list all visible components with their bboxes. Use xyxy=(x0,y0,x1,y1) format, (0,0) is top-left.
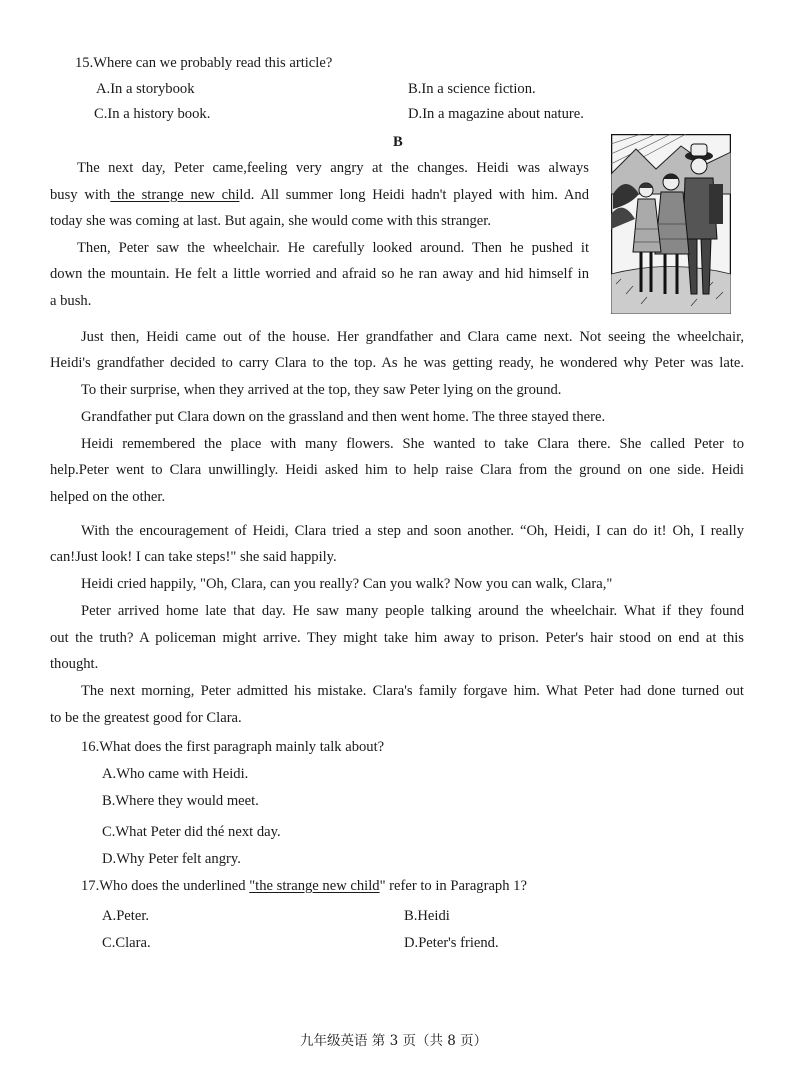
q16-option-d: D.Why Peter felt angry. xyxy=(102,851,241,867)
text-run: The next morning, Peter admitted his mistake. Clara's family forgave him. What Peter had done turned out xyxy=(81,683,744,699)
q17-question xyxy=(81,878,527,895)
paragraph-1-line-1: The next day, Peter came,feeling very angry at the changes. Heidi was always xyxy=(77,160,589,176)
paragraph-2-line-1: Then, Peter saw the wheelchair. He carefully looked around. Then he pushed it xyxy=(77,240,589,256)
paragraph-4: To their surprise, when they arrived at the top, they saw Peter lying on the ground. xyxy=(81,382,562,398)
q16-option-c: C.What Peter did thé next day. xyxy=(102,824,281,840)
text-run: busy with xyxy=(50,187,111,203)
q16-option-b: B.Where they would meet. xyxy=(102,793,259,809)
paragraph-8: Heidi cried happily, "Oh, Clara, can you really? Can you walk? Now you can walk, Clara," xyxy=(81,576,613,592)
paragraph-9-line-3: thought. xyxy=(50,656,99,672)
q17-option-b: B.Heidi xyxy=(404,908,450,924)
page-footer: 九年级英语 第 3 页（共 8 页） xyxy=(300,1033,488,1049)
q17-option-c: C.Clara. xyxy=(102,935,151,951)
underlined-phrase: "the strange new child xyxy=(249,878,380,894)
paragraph-1-line-2 xyxy=(50,187,589,204)
story-illustration xyxy=(611,134,731,314)
q16-option-a: A.Who came with Heidi. xyxy=(102,766,249,782)
text-run: " refer to in Paragraph 1? xyxy=(379,878,527,894)
paragraph-6-line-2: help.Peter went to Clara unwillingly. Heidi asked him to help raise Clara from the ground on one side. Heidi xyxy=(50,462,744,478)
paragraph-1-line-3: today she was coming at last. But again, she would come with this stranger. xyxy=(50,213,491,229)
paragraph-9-line-1 xyxy=(50,603,744,620)
text-run: Just then, Heidi came out of the house. Her grandfather and Clara came next. Not seeing the wheelchair, xyxy=(81,329,744,345)
text-run: With the encouragement of Heidi, Clara tried a step and soon another. “Oh, Heidi, I can do it! Oh, I really xyxy=(81,523,744,539)
paragraph-6-line-1 xyxy=(50,436,744,453)
paragraph-6-line-3: helped on the other. xyxy=(50,489,166,505)
q15-question: 15.Where can we probably read this article? xyxy=(75,55,333,71)
underlined-phrase: the strange new chi xyxy=(110,187,240,203)
q15-option-c: C.In a history book. xyxy=(94,106,211,122)
paragraph-10-line-1 xyxy=(50,683,744,700)
paragraph-2-line-2: down the mountain. He felt a little worried and afraid so he ran away and hid himself in xyxy=(50,266,589,282)
paragraph-7-line-2: can!Just look! I can take steps!" she said happily. xyxy=(50,549,337,565)
q16-question: 16.What does the first paragraph mainly talk about? xyxy=(81,739,385,755)
q17-option-a: A.Peter. xyxy=(102,908,150,924)
q17-option-d: D.Peter's friend. xyxy=(404,935,499,951)
q15-option-d: D.In a magazine about nature. xyxy=(408,106,584,122)
text-run: ld. All summer long Heidi hadn't played with him. And xyxy=(239,187,590,203)
paragraph-2-line-3: a bush. xyxy=(50,293,92,309)
paragraph-9-line-2: out the truth? A policeman might arrive. They might take him away to prison. Peter's hair stood on end at this xyxy=(50,630,744,646)
text-run: Heidi remembered the place with many flowers. She wanted to take Clara there. She called Peter to xyxy=(81,436,744,452)
paragraph-3-line-2: Heidi's grandfather decided to carry Clara to the top. As he was getting ready, he wondered why Peter was late. xyxy=(50,355,744,371)
q15-option-a: A.In a storybook xyxy=(96,81,195,97)
paragraph-3-line-1 xyxy=(50,329,744,346)
paragraph-10-line-2: to be the greatest good for Clara. xyxy=(50,710,242,726)
paragraph-5: Grandfather put Clara down on the grassland and then went home. The three stayed there. xyxy=(81,409,606,425)
text-run: Peter arrived home late that day. He saw many people talking around the wheelchair. What if they found xyxy=(81,603,744,619)
text-run: 17.Who does the underlined xyxy=(81,878,250,894)
paragraph-7-line-1 xyxy=(50,523,744,540)
q15-option-b: B.In a science fiction. xyxy=(408,81,536,97)
section-heading: B xyxy=(393,134,403,150)
